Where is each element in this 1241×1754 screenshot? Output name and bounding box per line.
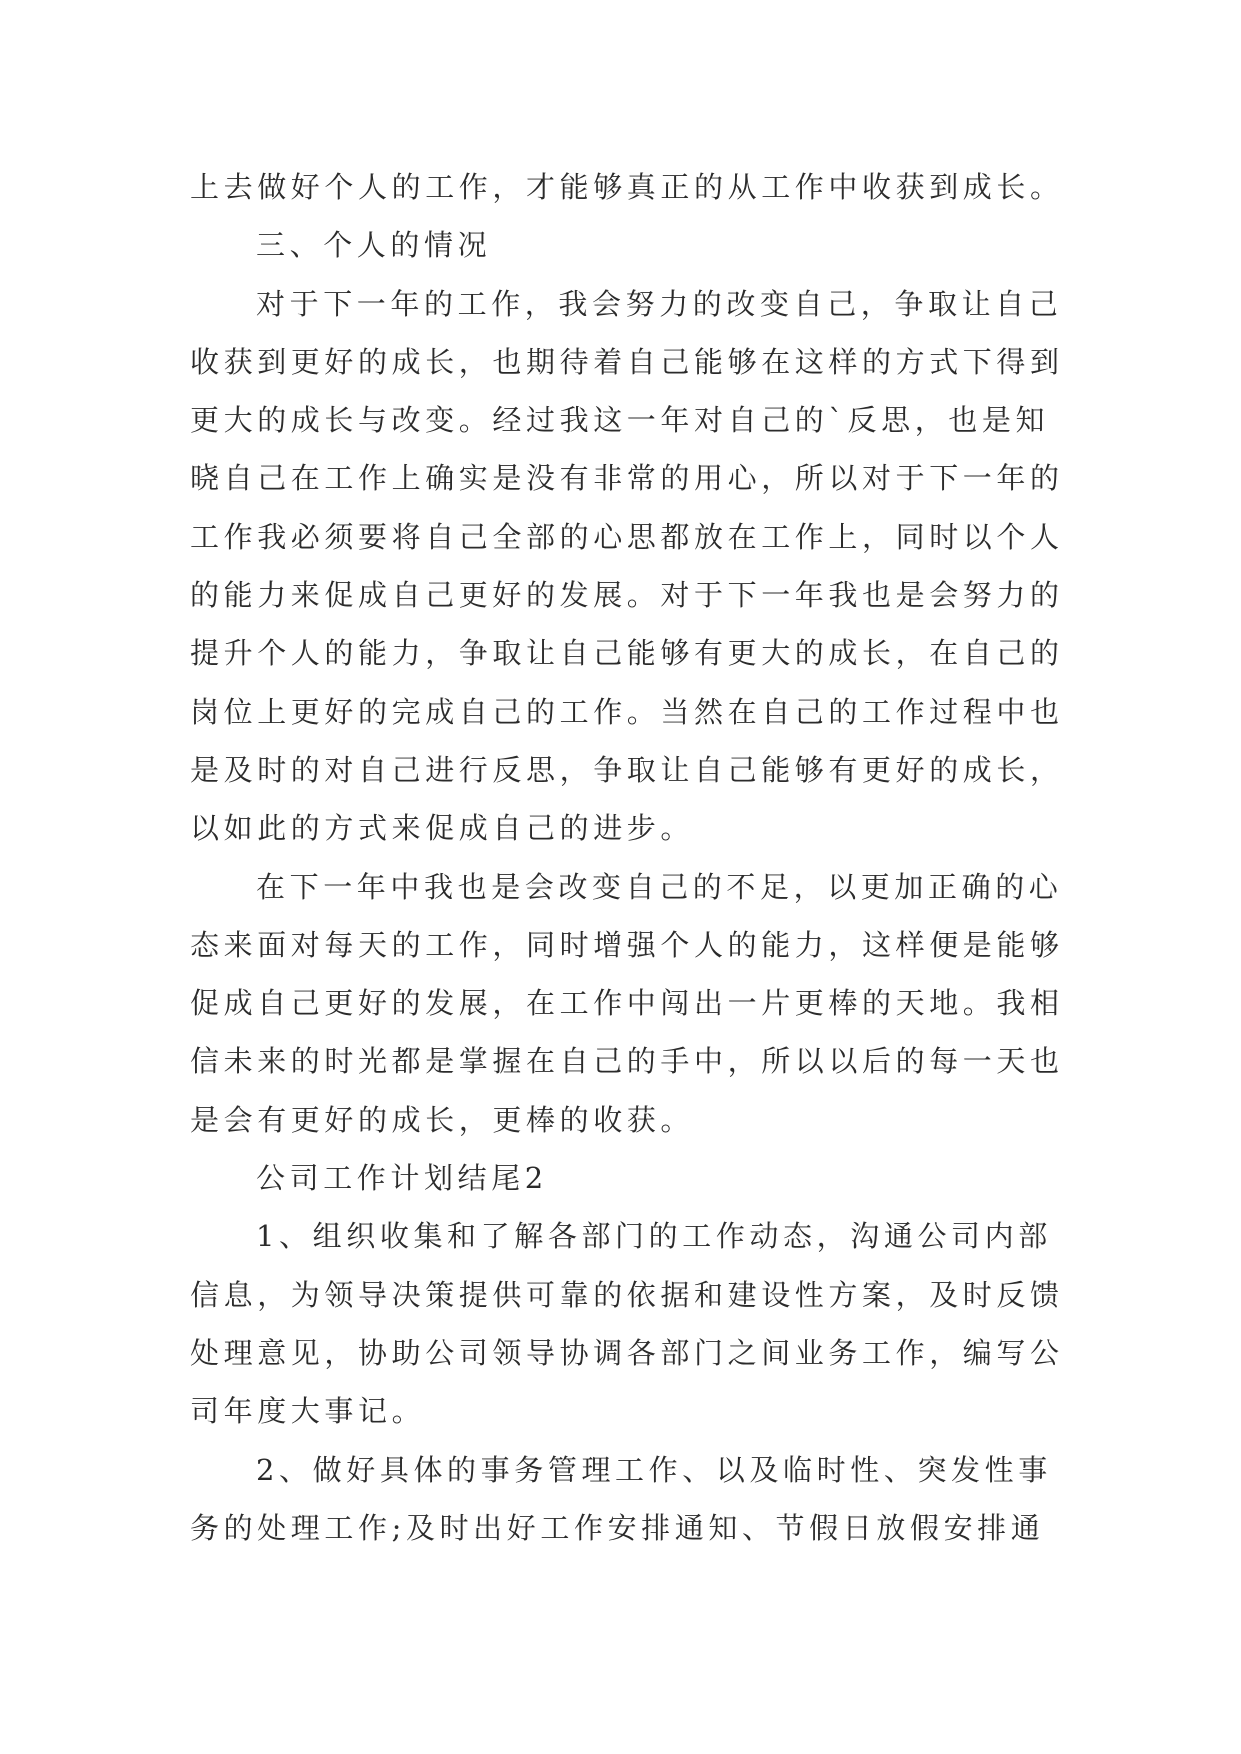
text-line: 提升个人的能力，争取让自己能够有更大的成长，在自己的 xyxy=(190,636,1064,671)
document-body xyxy=(190,158,1064,1557)
text-line: 收获到更好的成长，也期待着自己能够在这样的方式下得到 xyxy=(190,344,1064,379)
text-line: 2、做好具体的事务管理工作、以及临时性、突发性事 xyxy=(256,1452,1052,1487)
text-line: 态来面对每天的工作，同时增强个人的能力，这样便是能够 xyxy=(190,927,1064,962)
text-line: 是及时的对自己进行反思，争取让自己能够有更好的成长， xyxy=(190,752,1064,787)
text-line: 信息，为领导决策提供可靠的依据和建设性方案，及时反馈 xyxy=(190,1277,1064,1312)
text-line: 晓自己在工作上确实是没有非常的用心，所以对于下一年的 xyxy=(190,461,1064,496)
text-line: 处理意见，协助公司领导协调各部门之间业务工作，编写公 xyxy=(190,1335,1064,1370)
text-line: 岗位上更好的完成自己的工作。当然在自己的工作过程中也 xyxy=(190,694,1064,729)
text-line: 对于下一年的工作，我会努力的改变自己，争取让自己 xyxy=(256,286,1063,321)
text-line: 公司工作计划结尾2 xyxy=(256,1161,548,1196)
text-line: 信未来的时光都是掌握在自己的手中，所以以后的每一天也 xyxy=(190,1044,1064,1079)
text-line: 促成自己更好的发展，在工作中闯出一片更棒的天地。我相 xyxy=(190,986,1064,1021)
text-line: 在下一年中我也是会改变自己的不足，以更加正确的心 xyxy=(256,869,1063,904)
text-line: 是会有更好的成长，更棒的收获。 xyxy=(190,1102,695,1137)
text-line: 更大的成长与改变。经过我这一年对自己的`反思，也是知 xyxy=(190,403,1050,438)
text-line: 上去做好个人的工作，才能够真正的从工作中收获到成长。 xyxy=(190,170,1064,204)
text-line: 以如此的方式来促成自己的进步。 xyxy=(190,811,695,846)
text-line: 三、个人的情况 xyxy=(256,228,492,263)
text-line: 务的处理工作;及时出好工作安排通知、节假日放假安排通 xyxy=(190,1510,1045,1545)
text-line: 司年度大事记。 xyxy=(190,1394,426,1429)
text-line: 的能力来促成自己更好的发展。对于下一年我也是会努力的 xyxy=(190,578,1064,613)
text-line: 工作我必须要将自己全部的心思都放在工作上，同时以个人 xyxy=(190,519,1064,554)
text-line: 1、组织收集和了解各部门的工作动态，沟通公司内部 xyxy=(256,1219,1052,1254)
